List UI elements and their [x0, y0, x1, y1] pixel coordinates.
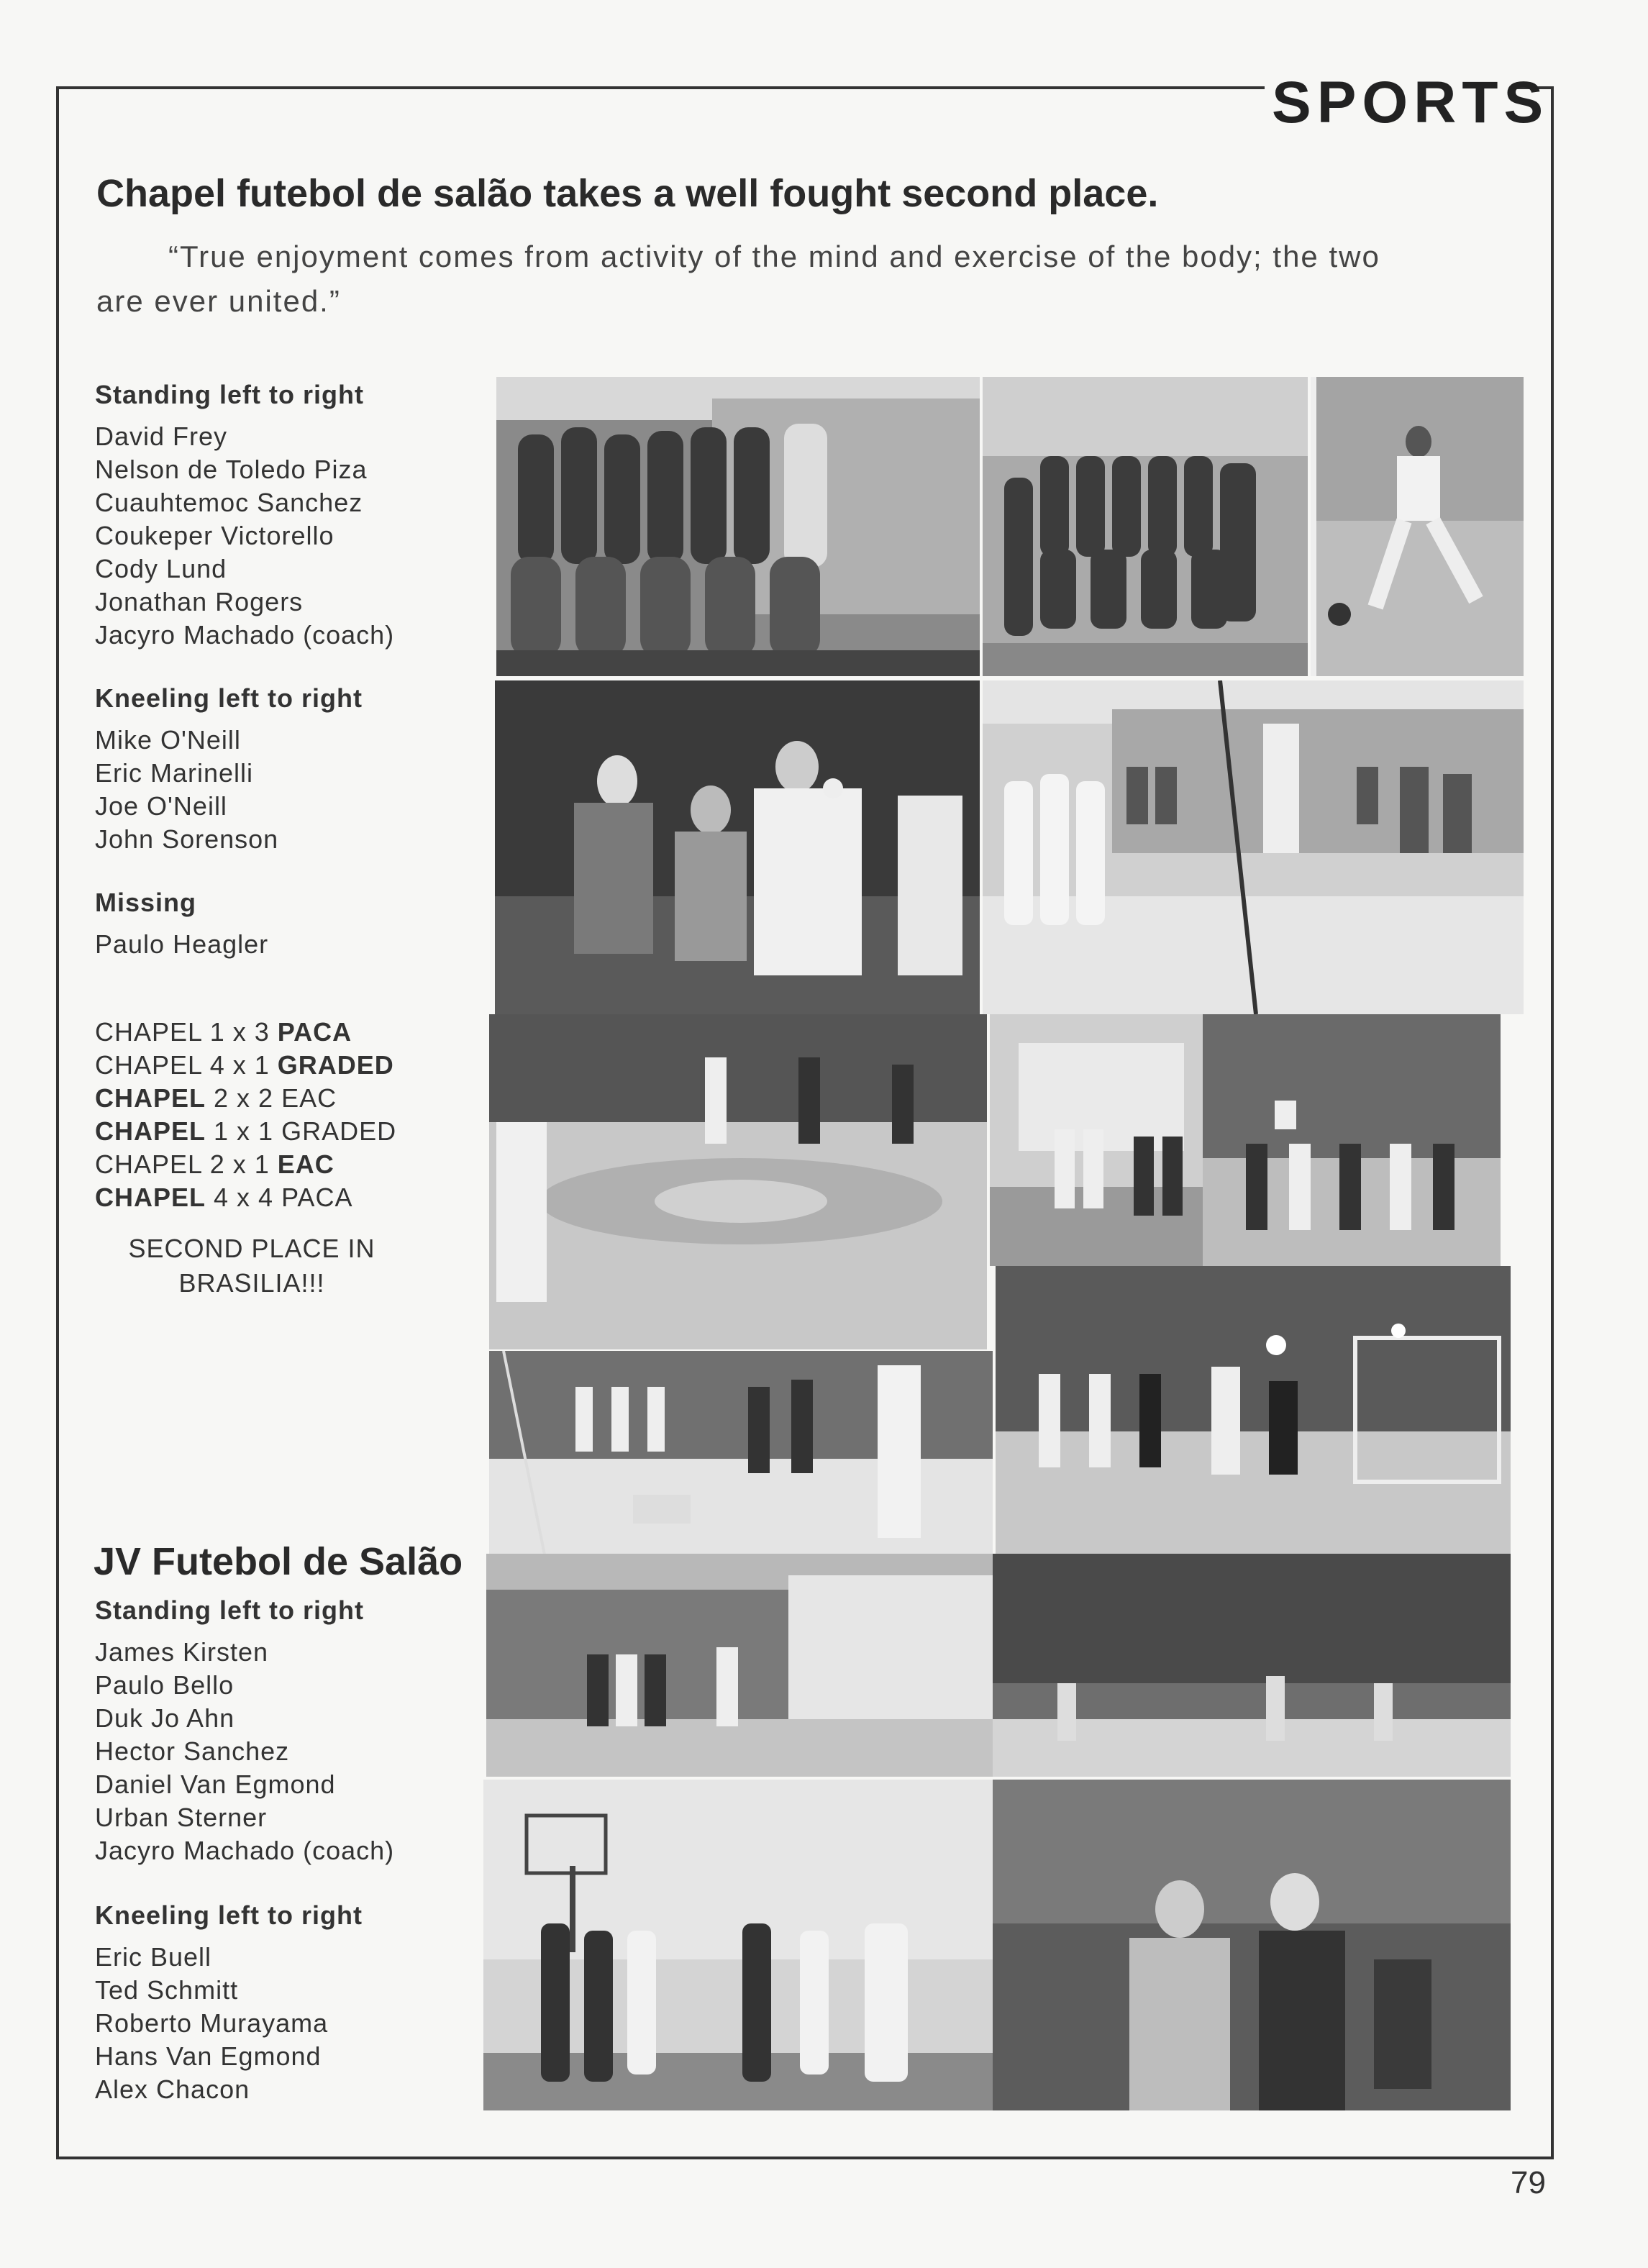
roster-name: David Frey — [95, 422, 228, 451]
photo-game-crowd-7 — [993, 1554, 1511, 1777]
score-team-home: CHAPEL — [95, 1149, 202, 1179]
score-line — [95, 1115, 396, 1148]
roster-name: Urban Sterner — [95, 1803, 268, 1832]
photo-game-crowd-6 — [486, 1554, 993, 1777]
roster-name: Mike O'Neill — [95, 725, 241, 755]
result-line: BRASILIA!!! — [178, 1268, 325, 1298]
roster-name: Ted Schmitt — [95, 1975, 239, 2005]
roster-name: Hector Sanchez — [95, 1736, 290, 1766]
result-line: SECOND PLACE IN — [128, 1234, 375, 1263]
score-line — [95, 1148, 396, 1181]
roster-name: Paulo Heagler — [95, 929, 269, 959]
score-team-home: CHAPEL — [95, 1083, 206, 1113]
jv-kneeling-heading: Kneeling left to right — [95, 1900, 363, 1930]
photo-varsity-team — [496, 377, 980, 676]
jv-standing-heading: Standing left to right — [95, 1595, 364, 1625]
roster-name: Eric Marinelli — [95, 758, 254, 788]
score-team-away: PACA — [281, 1183, 353, 1212]
photo-player-closeup — [993, 1780, 1511, 2110]
photo-game-action-3 — [1203, 1014, 1501, 1266]
score-team-away: GRADED — [281, 1116, 397, 1146]
jv-kneeling — [95, 1900, 483, 2106]
roster-name: Coukeper Victorello — [95, 521, 334, 550]
varsity-missing-heading: Missing — [95, 888, 197, 917]
roster-name: Jacyro Machado (coach) — [95, 1836, 395, 1865]
score-team-away: GRADED — [277, 1050, 394, 1080]
varsity-kneeling-heading: Kneeling left to right — [95, 683, 363, 713]
jv-title: JV Futebol de Salão — [94, 1540, 463, 1583]
article-headline: Chapel futebol de salão takes a well fought second place. — [96, 172, 1159, 215]
score-team-home: CHAPEL — [95, 1017, 202, 1047]
score-team-home: CHAPEL — [95, 1116, 206, 1146]
photo-court-action — [983, 680, 1524, 1014]
varsity-standing — [95, 380, 483, 652]
score-team-away: EAC — [277, 1149, 334, 1179]
score-team-away: EAC — [281, 1083, 337, 1113]
photo-game-crowd-1 — [489, 1014, 987, 1349]
varsity-kneeling — [95, 683, 483, 856]
section-title: SPORTS — [1272, 70, 1549, 135]
roster-name: Nelson de Toledo Piza — [95, 455, 368, 484]
score-team-home: CHAPEL — [95, 1183, 206, 1212]
jv-standing — [95, 1595, 483, 1867]
roster-name: Eric Buell — [95, 1942, 212, 1972]
roster-name: Paulo Bello — [95, 1670, 235, 1700]
photo-bench-players — [483, 1780, 993, 2110]
score-list — [95, 1016, 396, 1214]
score-line — [95, 1049, 396, 1082]
roster-name: Duk Jo Ahn — [95, 1703, 235, 1733]
photo-game-action-5 — [996, 1266, 1511, 1554]
page-number: 79 — [1511, 2165, 1546, 2200]
score-value: 1 x 3 — [209, 1017, 270, 1047]
score-value: 1 x 1 — [214, 1116, 274, 1146]
roster-name: Cuauhtemoc Sanchez — [95, 488, 363, 517]
roster-name: Jonathan Rogers — [95, 587, 304, 616]
score-value: 4 x 1 — [209, 1050, 270, 1080]
roster-name: James Kirsten — [95, 1637, 269, 1667]
score-value: 2 x 2 — [214, 1083, 274, 1113]
article-quote: “True enjoyment comes from activity of the mind and exercise of the body; the two are ever united.” — [96, 240, 1380, 318]
varsity-standing-heading: Standing left to right — [95, 380, 364, 409]
photo-player-kick — [1311, 377, 1524, 676]
roster-name: Alex Chacon — [95, 2075, 250, 2104]
roster-name: Roberto Murayama — [95, 2008, 329, 2038]
roster-name: Daniel Van Egmond — [95, 1770, 336, 1799]
photo-team-celebration — [495, 680, 980, 1014]
roster-name: Cody Lund — [95, 554, 227, 583]
varsity-missing — [95, 888, 483, 961]
photo-game-action-4 — [489, 1351, 993, 1565]
score-value: 2 x 1 — [209, 1149, 270, 1179]
roster-name: Joe O'Neill — [95, 791, 227, 821]
score-value: 4 x 4 — [214, 1183, 274, 1212]
score-line — [95, 1181, 396, 1214]
score-team-home: CHAPEL — [95, 1050, 202, 1080]
roster-name: Jacyro Machado (coach) — [95, 620, 395, 650]
photo-game-crowd-2 — [990, 1014, 1203, 1266]
score-line — [95, 1082, 396, 1115]
score-team-away: PACA — [277, 1017, 352, 1047]
result-banner — [108, 1231, 396, 1301]
score-line — [95, 1016, 396, 1049]
photo-team-lineup — [983, 377, 1308, 676]
roster-name: Hans Van Egmond — [95, 2041, 322, 2071]
roster-name: John Sorenson — [95, 824, 279, 854]
